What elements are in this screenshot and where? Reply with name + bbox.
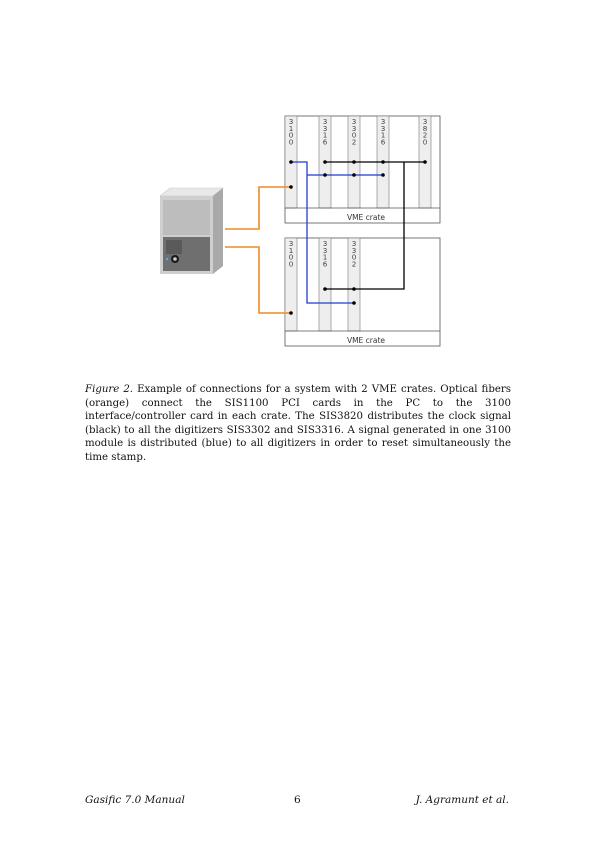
footer-authors: J. Agramunt et al. bbox=[415, 794, 509, 806]
top-crate-label: VME crate bbox=[346, 213, 386, 222]
top-module-label-3316: 3 3 1 6 bbox=[322, 117, 328, 147]
pc-tower-icon bbox=[160, 188, 223, 274]
top-module-label-3302: 3 3 0 2 bbox=[351, 117, 357, 147]
optical-fibers bbox=[225, 187, 291, 313]
figure-label: Figure 2. bbox=[85, 384, 134, 395]
vme-connection-diagram bbox=[0, 0, 595, 380]
bottom-crate-label: VME crate bbox=[346, 336, 386, 345]
bottom-vme-crate bbox=[285, 238, 440, 346]
bottom-module-label-3302: 3 3 0 2 bbox=[351, 239, 357, 269]
top-module-label-3316: 3 3 1 6 bbox=[380, 117, 386, 147]
top-module-label-3100: 3 1 0 0 bbox=[288, 117, 294, 147]
figure-caption-text: Example of connections for a system with 2 VME crates. Optical fibers (orange) connect the SIS1100 PCI cards in the PC to the 3100 interface/controller card in each crate. The SIS3820 distributes the clock signal (black) to all the digitizers SIS3302 and SIS3316. A signal generated in one 3100 module is distributed (blue) to all digitizers in order to reset simultaneously the time stamp. bbox=[85, 384, 511, 463]
bottom-module-label-3316: 3 3 1 6 bbox=[322, 239, 328, 269]
top-vme-crate bbox=[285, 116, 440, 223]
top-module-label-3820: 3 8 2 0 bbox=[422, 117, 428, 147]
footer-title: Gasific 7.0 Manual bbox=[85, 794, 185, 806]
bottom-module-label-3100: 3 1 0 0 bbox=[288, 239, 294, 269]
figure-caption bbox=[85, 383, 511, 465]
page-number: 6 bbox=[294, 794, 301, 806]
